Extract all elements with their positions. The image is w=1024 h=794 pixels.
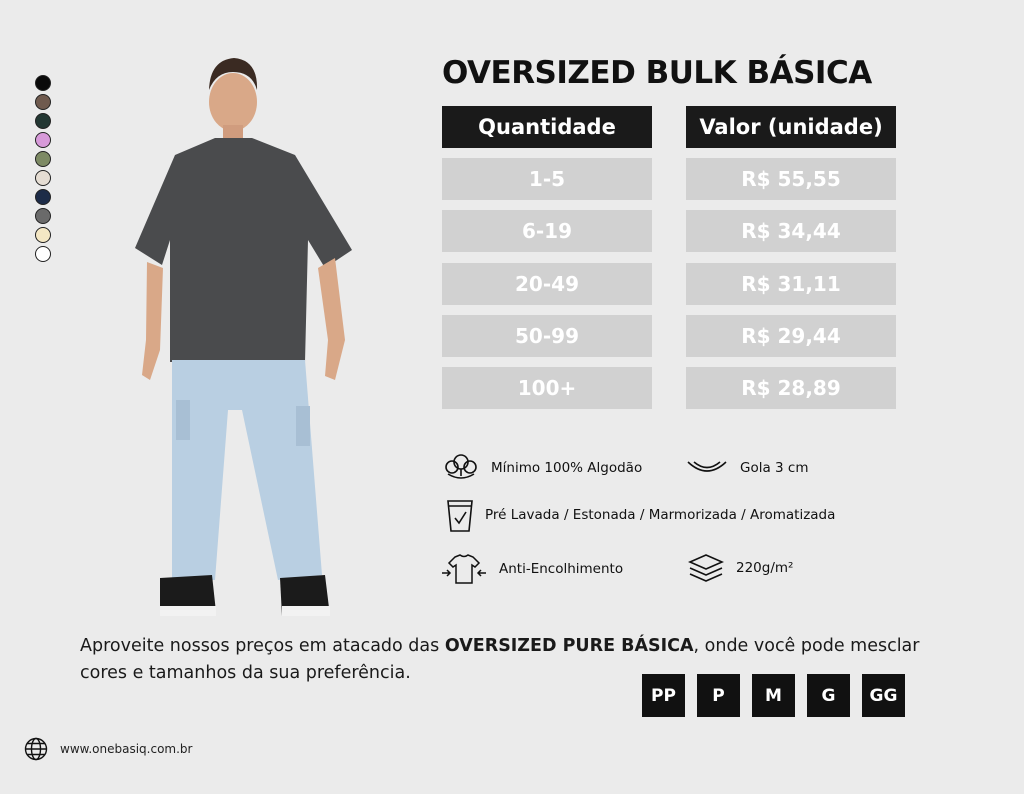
- table-cell-price: R$ 34,44: [686, 210, 896, 252]
- table-cell-quantity: 1-5: [442, 158, 652, 200]
- color-swatch[interactable]: [35, 113, 51, 129]
- table-cell-price: R$ 29,44: [686, 315, 896, 357]
- table-cell-price: R$ 55,55: [686, 158, 896, 200]
- size-m[interactable]: M: [752, 674, 795, 717]
- table-cell-price: R$ 31,11: [686, 263, 896, 305]
- size-gg[interactable]: GG: [862, 674, 905, 717]
- size-options: [642, 674, 917, 717]
- color-swatch[interactable]: [35, 75, 51, 91]
- wash-cup-icon: [447, 498, 473, 532]
- model-photo: [130, 50, 360, 625]
- color-swatch[interactable]: [35, 170, 51, 186]
- table-cell-quantity: 6-19: [442, 210, 652, 252]
- layers-icon: [688, 553, 724, 583]
- promo-text-start: Aproveite nossos preços em atacado das: [80, 636, 445, 656]
- color-swatch[interactable]: [35, 94, 51, 110]
- feature-cotton-label: Mínimo 100% Algodão: [491, 460, 643, 476]
- color-swatch[interactable]: [35, 227, 51, 243]
- feature-anti-shrink-label: Anti-Encolhimento: [499, 561, 624, 577]
- feature-wash: [447, 498, 835, 532]
- color-swatches: [35, 75, 53, 265]
- website-url[interactable]: www.onebasiq.com.br: [60, 742, 193, 756]
- feature-weight: [688, 553, 793, 583]
- anti-shrink-shirt-icon: [441, 553, 487, 585]
- website[interactable]: [24, 737, 192, 761]
- cotton-icon: [443, 452, 479, 484]
- promo-product-name: OVERSIZED PURE BÁSICA: [444, 636, 694, 656]
- size-g[interactable]: G: [807, 674, 850, 717]
- color-swatch[interactable]: [35, 189, 51, 205]
- product-title: OVERSIZED BULK BÁSICA: [442, 55, 872, 91]
- color-swatch[interactable]: [35, 246, 51, 262]
- feature-collar-label: Gola 3 cm: [740, 460, 809, 476]
- globe-icon: [24, 737, 48, 761]
- table-header-quantity: Quantidade: [442, 106, 652, 148]
- feature-weight-label: 220g/m²: [736, 560, 794, 576]
- color-swatch[interactable]: [35, 208, 51, 224]
- collar-icon: [686, 458, 728, 478]
- feature-anti-shrink: [441, 553, 623, 585]
- table-header-price: Valor (unidade): [686, 106, 896, 148]
- size-pp[interactable]: PP: [642, 674, 685, 717]
- promo-text-end: , onde você pode mesclar cores e tamanhos da sua preferência.: [80, 636, 920, 683]
- table-cell-price: R$ 28,89: [686, 367, 896, 409]
- feature-cotton: [443, 452, 642, 484]
- color-swatch[interactable]: [35, 151, 51, 167]
- table-cell-quantity: 50-99: [442, 315, 652, 357]
- table-cell-quantity: 100+: [442, 367, 652, 409]
- feature-collar: [686, 458, 809, 478]
- feature-wash-label: Pré Lavada / Estonada / Marmorizada / Aromatizada: [485, 507, 836, 523]
- color-swatch[interactable]: [35, 132, 51, 148]
- table-cell-quantity: 20-49: [442, 263, 652, 305]
- size-p[interactable]: P: [697, 674, 740, 717]
